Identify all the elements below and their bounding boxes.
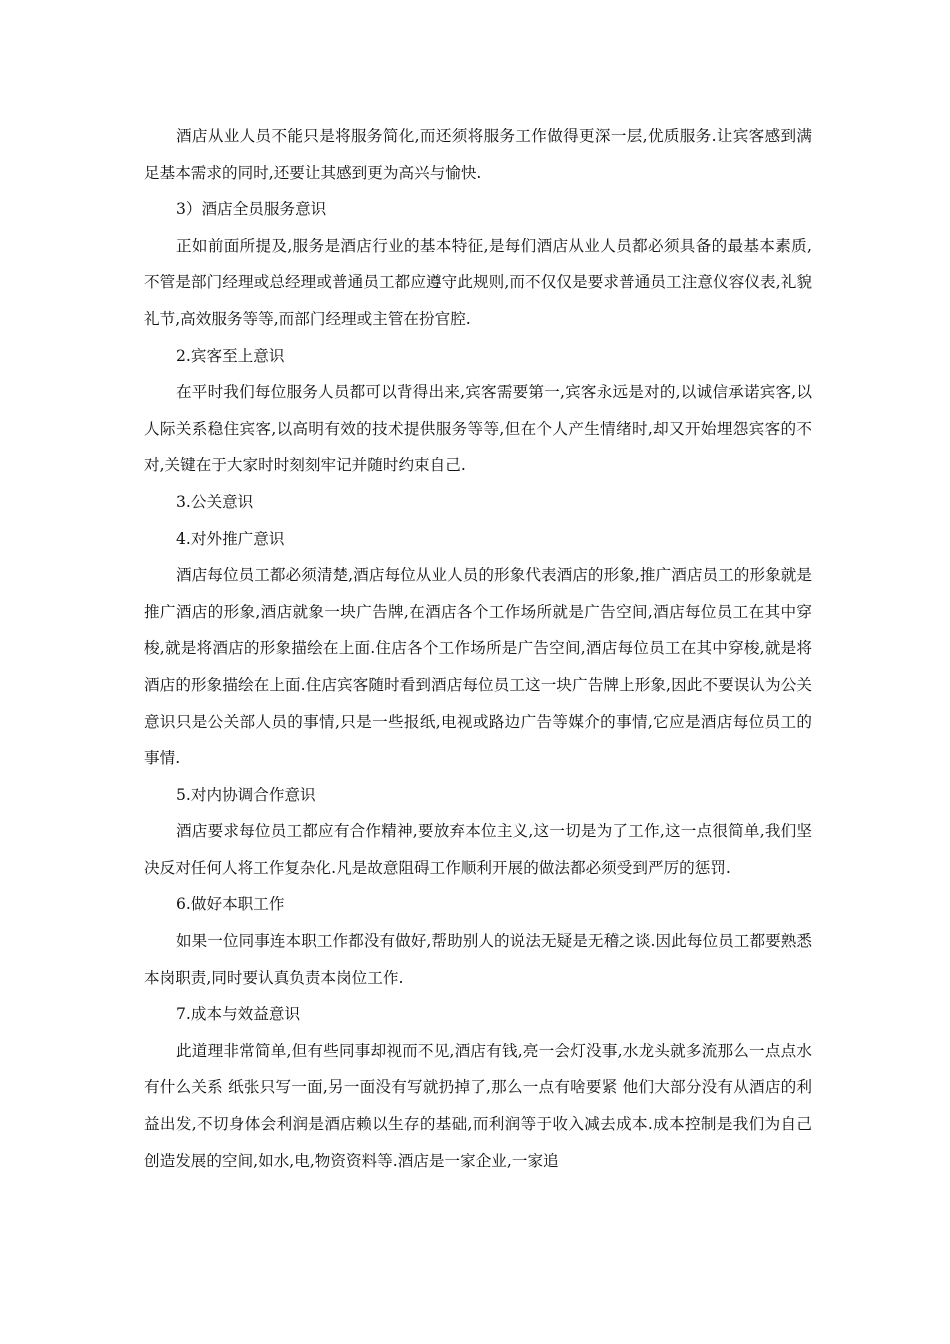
heading-all-staff-service: 3）酒店全员服务意识 bbox=[176, 200, 327, 219]
document-page bbox=[144, 118, 812, 1179]
paragraph-all-staff-service: 正如前面所提及,服务是酒店行业的基本特征,是每们酒店从业人员都必须具备的最基本素质,不管是部门经理或总经理或普通员工都应遵守此规则,而不仅仅是要求普通员工注意仪容仪表,礼貌礼节,高效服务等等,而部门经理或主管在扮官腔. bbox=[144, 236, 812, 328]
paragraph-own-duties: 如果一位同事连本职工作都没有做好,帮助别人的说法无疑是无稽之谈.因此每位员工都要熟悉本岗职责,同时要认真负责本岗位工作. bbox=[144, 932, 812, 987]
heading-cost-benefit: 7.成本与效益意识 bbox=[176, 1005, 301, 1024]
paragraph-guest-first: 在平时我们每位服务人员都可以背得出来,宾客需要第一,宾客永远是对的,以诚信承诺宾客,以人际关系稳住宾客,以高明有效的技术提供服务等等,但在个人产生情绪时,却又开始埋怨宾客的不对,关键在于大家时时刻刻牢记并随时约束自己. bbox=[144, 383, 812, 475]
heading-external-promotion: 4.对外推广意识 bbox=[176, 529, 285, 548]
paragraph-internal-cooperation: 酒店要求每位员工都应有合作精神,要放弃本位主义,这一切是为了工作,这一点很简单,我们坚决反对任何人将工作复杂化.凡是故意阻碍工作顺利开展的做法都必须受到严厉的惩罚. bbox=[144, 822, 812, 877]
paragraph-service-quality: 酒店从业人员不能只是将服务简化,而还须将服务工作做得更深一层,优质服务.让宾客感到满足基本需求的同时,还要让其感到更为高兴与愉快. bbox=[144, 127, 812, 182]
heading-guest-first: 2.宾客至上意识 bbox=[176, 346, 285, 365]
paragraph-external-promotion: 酒店每位员工都必须清楚,酒店每位从业人员的形象代表酒店的形象,推广酒店员工的形象就是推广酒店的形象,酒店就象一块广告牌,在酒店各个工作场所就是广告空间,酒店每位员工在其中穿梭,就是将酒店的形象描绘在上面.住店各个工作场所是广告空间,酒店每位员工在其中穿梭,就是将酒店的形象描绘在上面.住店宾客随时看到酒店每位员工这一块广告牌上形象,因此不要误认为公关意识只是公关部人员的事情,只是一些报纸,电视或路边广告等媒介的事情,它应是酒店每位员工的事情. bbox=[144, 566, 812, 768]
heading-public-relations: 3.公关意识 bbox=[176, 492, 254, 511]
heading-own-duties: 6.做好本职工作 bbox=[176, 895, 285, 914]
heading-internal-cooperation: 5.对内协调合作意识 bbox=[176, 785, 316, 804]
paragraph-cost-benefit: 此道理非常简单,但有些同事却视而不见,酒店有钱,亮一会灯没事,水龙头就多流那么一点点水有什么关系 纸张只写一面,另一面没有写就扔掉了,那么一点有啥要紧 他们大部分没有从酒店的利益出发,不切身体会利润是酒店赖以生存的基础,而利润等于收入减去成本.成本控制是我们为自己创造发展的空间,如水,电,物资资料等.酒店是一家企业,一家追 bbox=[144, 1041, 812, 1170]
